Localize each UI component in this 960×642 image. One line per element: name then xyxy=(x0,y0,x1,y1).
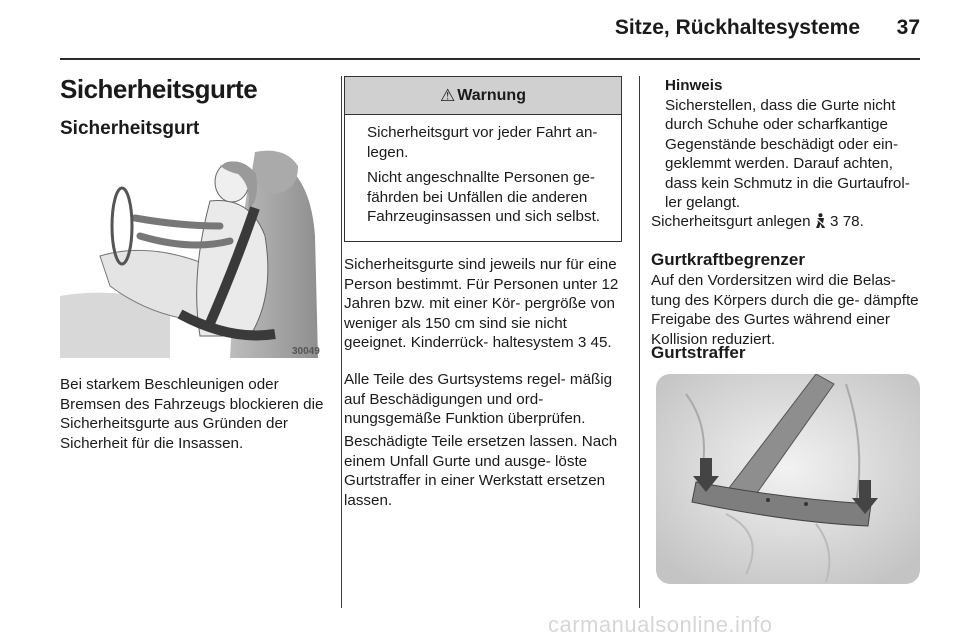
gurtkraftbegrenzer-text: Auf den Vordersitzen wird die Belas- tung des Körpers durch die ge- dämpfte Freigabe des Gurtes während einer Kollision reduziert. xyxy=(651,272,919,348)
warning-text-2: Nicht angeschnallte Personen ge- fährden bei Unfällen die anderen Fahrzeuginsassen und sich selbst. xyxy=(367,169,601,225)
column-divider-right xyxy=(639,76,640,608)
warning-text-1: Sicherheitsgurt vor jeder Fahrt an- legen. xyxy=(367,124,598,161)
warning-title: Warnung xyxy=(457,86,526,104)
warning-header xyxy=(345,77,621,115)
seatbelt-driver-illustration xyxy=(60,146,324,358)
middle-paragraph-1 xyxy=(344,255,630,353)
middle-paragraph-1-text: Sicherheitsgurte sind jeweils nur für eine Person bestimmt. Für Personen unter 12 Jahren bzw. mit einer Kör- pergröße von weniger als 150 cm sind sie nicht geeignet. Kinderrück- haltesystem xyxy=(344,256,619,351)
seatbelt-person-icon xyxy=(815,213,830,230)
hinweis-title: Hinweis xyxy=(665,77,723,94)
pretensioner-drawing xyxy=(656,374,920,584)
driver-figure-drawing xyxy=(60,146,324,358)
page-reference-arrow-icon: 3 xyxy=(577,334,587,351)
page-reference[interactable]: 78. xyxy=(842,213,864,230)
column-divider-left xyxy=(341,76,342,608)
middle-paragraph-3: Beschädigte Teile ersetzen lassen. Nach einem Unfall Gurte und ausge- löste Gurtstraffer in einer Werkstatt ersetzen lassen. xyxy=(344,433,618,509)
anlegen-text: Sicherheitsgurt anlegen xyxy=(651,213,815,230)
warning-triangle-icon: ⚠ xyxy=(440,85,456,105)
middle-paragraph-2: Alle Teile des Gurtsystems regel- mäßig auf Beschädigungen und ord- nungsgemäße Funktion überprüfen. xyxy=(344,371,613,427)
section-title: Sicherheitsgurte xyxy=(60,74,258,104)
figure-number: 30049 xyxy=(292,346,320,357)
page-header-title: Sitze, Rückhaltesysteme xyxy=(614,16,860,39)
page-reference[interactable]: 45. xyxy=(590,334,612,351)
left-paragraph: Bei starkem Beschleunigen oder Bremsen des Fahrzeugs blockieren die Sicherheitsgurte aus Gründen der Sicherheit für die Insassen. xyxy=(60,376,324,452)
warning-box xyxy=(344,76,622,242)
page-number: 37 xyxy=(896,16,920,39)
warning-body xyxy=(345,115,621,227)
belt-pretensioner-illustration xyxy=(656,374,920,584)
page-reference-arrow-icon: 3 xyxy=(830,213,839,230)
header-rule xyxy=(60,58,920,60)
gurtkraftbegrenzer-heading: Gurtkraftbegrenzer xyxy=(651,250,805,269)
hinweis-note xyxy=(665,76,927,213)
gurtstraffer-heading: Gurtstraffer xyxy=(651,343,746,362)
anlegen-line xyxy=(651,212,926,232)
subsection-title: Sicherheitsgurt xyxy=(60,118,200,139)
hinweis-text: Sicherstellen, dass die Gurte nicht durch Schuhe oder scharfkantige Gegenstände beschädigt oder ein- geklemmt werden. Darauf achten, dass kein Schmutz in die Gurtaufrol- ler gelangt. xyxy=(665,96,910,211)
watermark: carmanualsonline.info xyxy=(548,612,773,637)
